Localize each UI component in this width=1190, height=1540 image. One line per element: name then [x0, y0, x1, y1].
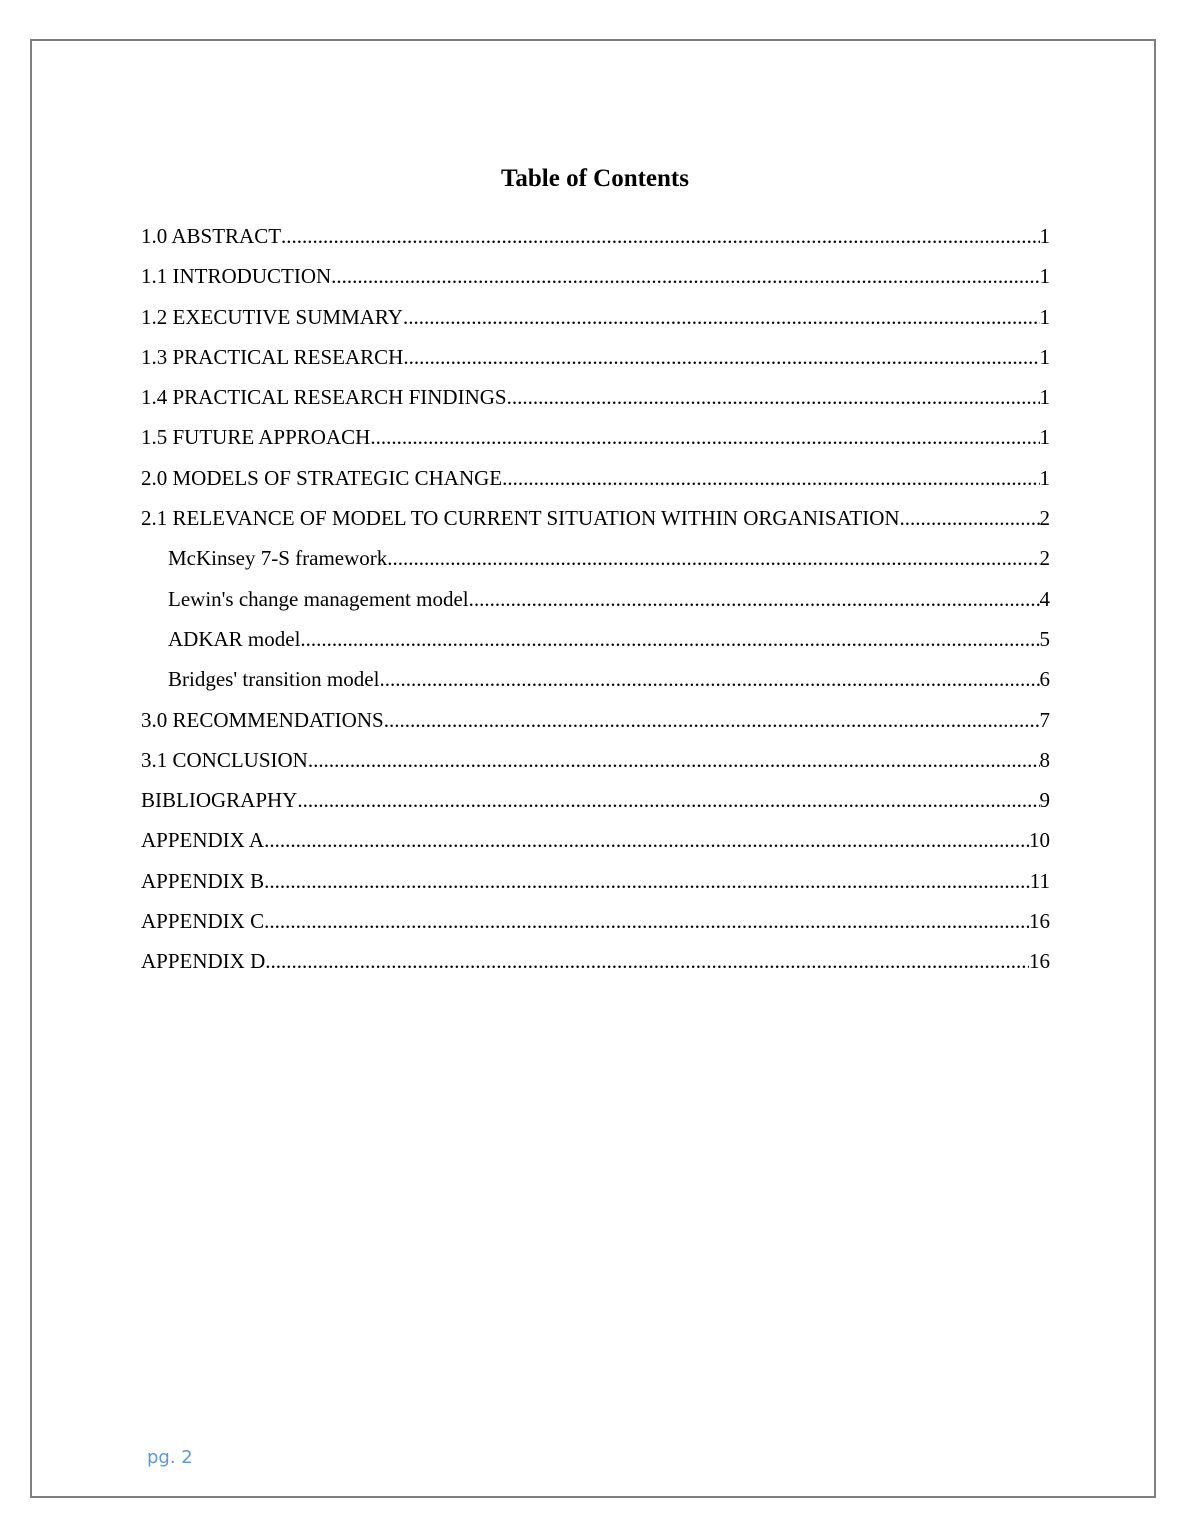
toc-entry-page-number: 8: [1039, 747, 1050, 772]
toc-dot-leader: [264, 824, 1029, 856]
page-number: pg. 2: [147, 1447, 193, 1468]
toc-entry-text: 1.3 PRACTICAL RESEARCH: [141, 344, 404, 369]
toc-dot-leader: [403, 341, 1039, 373]
toc-entry-page-number: 4: [1039, 586, 1050, 611]
toc-entry-text: Bridges' transition model: [168, 667, 380, 692]
toc-entry-page-number: 1: [1039, 304, 1050, 329]
toc-entry-text: 1.1 INTRODUCTION: [141, 264, 332, 289]
toc-entry-text: 2.1 RELEVANCE OF MODEL TO CURRENT SITUATION WITHIN ORGANISATION: [141, 506, 900, 531]
toc-entry-page-number: 11: [1029, 868, 1050, 893]
toc-dot-leader: [281, 220, 1039, 252]
toc-list: [141, 220, 1050, 986]
toc-entry-text: 1.4 PRACTICAL RESEARCH FINDINGS: [141, 385, 507, 410]
toc-entry-text: APPENDIX C: [141, 909, 265, 934]
toc-entry-page-number: 1: [1039, 385, 1050, 410]
toc-entry-page-number: 9: [1039, 788, 1050, 813]
toc-entry-text: McKinsey 7-S framework: [168, 546, 388, 571]
toc-dot-leader: [403, 301, 1040, 333]
toc-dot-leader: [469, 583, 1040, 615]
toc-entry-page-number: 1: [1039, 344, 1050, 369]
toc-entry-page-number: 6: [1039, 667, 1050, 692]
toc-entry-text: BIBLIOGRAPHY: [141, 788, 298, 813]
toc-entry[interactable]: [141, 583, 1050, 623]
toc-dot-leader: [387, 542, 1039, 574]
toc-entry-page-number: 2: [1039, 546, 1050, 571]
toc-entry-text: APPENDIX A: [141, 828, 265, 853]
toc-entry-text: 1.2 EXECUTIVE SUMMARY: [141, 304, 403, 329]
toc-entry[interactable]: [141, 341, 1050, 381]
toc-entry-page-number: 1: [1039, 425, 1050, 450]
toc-entry-text: APPENDIX D: [141, 949, 266, 974]
toc-entry-text: Lewin's change management model: [168, 586, 469, 611]
toc-dot-leader: [370, 421, 1039, 453]
toc-dot-leader: [308, 744, 1040, 776]
toc-entry-page-number: 1: [1039, 465, 1050, 490]
toc-entry-page-number: 1: [1039, 224, 1050, 248]
toc-entry-page-number: 2: [1039, 506, 1050, 531]
toc-entry[interactable]: [141, 502, 1050, 542]
toc-dot-leader: [264, 865, 1030, 897]
toc-entry[interactable]: [141, 744, 1050, 784]
toc-entry[interactable]: [141, 220, 1050, 260]
toc-dot-leader: [507, 381, 1040, 413]
toc-dot-leader: [379, 663, 1039, 695]
toc-dot-leader: [264, 905, 1029, 937]
toc-entry-text: APPENDIX B: [141, 868, 265, 893]
toc-entry[interactable]: [141, 905, 1050, 945]
toc-entry[interactable]: [141, 784, 1050, 824]
toc-entry-page-number: 1: [1039, 264, 1050, 289]
toc-entry-text: ADKAR model: [168, 626, 301, 651]
toc-dot-leader: [502, 462, 1039, 494]
toc-entry-page-number: 5: [1039, 626, 1050, 651]
toc-entry[interactable]: [141, 663, 1050, 703]
toc-dot-leader: [331, 260, 1039, 292]
toc-entry-text: 1.0 ABSTRACT: [141, 224, 282, 248]
toc-entry[interactable]: [141, 542, 1050, 582]
toc-entry[interactable]: [141, 623, 1050, 663]
toc-entry-text: 3.1 CONCLUSION: [141, 747, 308, 772]
toc-entry-page-number: 16: [1029, 909, 1050, 934]
toc-entry[interactable]: [141, 421, 1050, 461]
toc-entry[interactable]: [141, 865, 1050, 905]
toc-dot-leader: [297, 784, 1039, 816]
toc-entry[interactable]: [141, 704, 1050, 744]
toc-dot-leader: [384, 704, 1040, 736]
toc-entry-text: 2.0 MODELS OF STRATEGIC CHANGE: [141, 465, 503, 490]
toc-entry[interactable]: [141, 945, 1050, 985]
toc-dot-leader: [900, 502, 1040, 534]
toc-entry-page-number: 10: [1029, 828, 1050, 853]
toc-entry-page-number: 16: [1029, 949, 1050, 974]
toc-entry[interactable]: [141, 824, 1050, 864]
toc-entry[interactable]: [141, 462, 1050, 502]
toc-entry-text: 1.5 FUTURE APPROACH: [141, 425, 371, 450]
toc-entry[interactable]: [141, 381, 1050, 421]
toc-dot-leader: [265, 945, 1029, 977]
toc-title: Table of Contents: [501, 165, 689, 192]
toc-entry-page-number: 7: [1039, 707, 1050, 732]
toc-entry-text: 3.0 RECOMMENDATIONS: [141, 707, 384, 732]
toc-dot-leader: [300, 623, 1039, 655]
toc-entry[interactable]: [141, 301, 1050, 341]
toc-entry[interactable]: [141, 260, 1050, 300]
